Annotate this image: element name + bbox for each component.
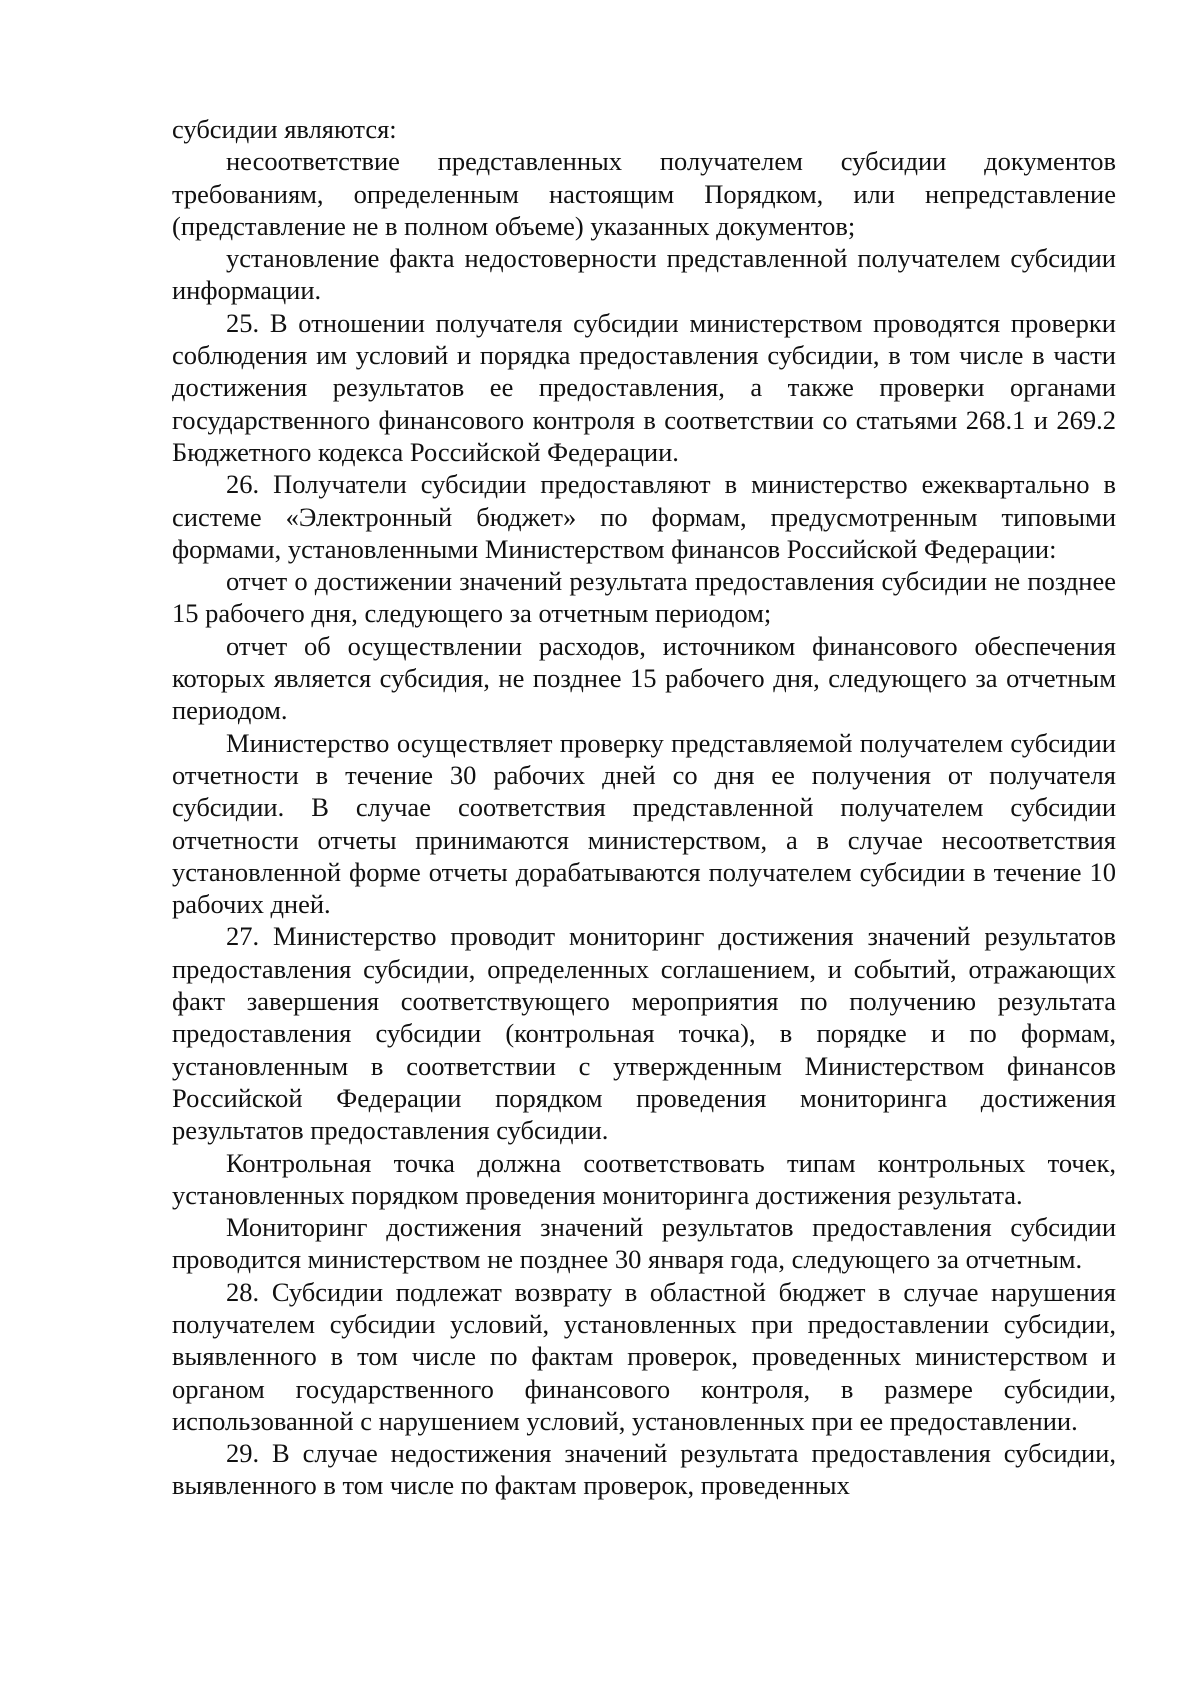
paragraph-monitoring: Мониторинг достижения значений результатов предоставления субсидии проводится министерством не позднее 30 января года, следующего за отчетным. — [172, 1212, 1116, 1275]
paragraph-continuation: субсидии являются: — [172, 114, 397, 144]
paragraph-ministry-check: Министерство осуществляет проверку представляемой получателем субсидии отчетности в течение 30 рабочих дней со дня ее получения от получателя субсидии. В случае соответствия представленной получателем субсидии отчетности отчеты принимаются министерством, а в случае несоответствия установленной форме отчеты дорабатываются получателем субсидии в течение 10 рабочих дней. — [172, 727, 1116, 920]
document-body — [172, 113, 1116, 1502]
paragraph-report-expenses: отчет об осуществлении расходов, источником финансового обеспечения которых является субсидия, не позднее 15 рабочего дня, следующего за отчетным периодом. — [172, 630, 1116, 726]
paragraph-nonconformity: несоответствие представленных получателем субсидии документов требованиям, определенным настоящим Порядком, или непредставление (представление не в полном объеме) указанных документов; — [172, 146, 1116, 241]
paragraph-report-results: отчет о достижении значений результата предоставления субсидии не позднее 15 рабочего дня, следующего за отчетным периодом; — [172, 566, 1116, 629]
paragraph-item-29: 29. В случае недостижения значений результата предоставления субсидии, выявленного в том числе по фактам проверок, проведенных — [172, 1438, 1116, 1501]
paragraph-item-26: 26. Получатели субсидии предоставляют в министерство ежеквартально в системе «Электронный бюджет» по формам, предусмотренным типовыми формами, установленными Министерством финансов Российской Федерации: — [172, 469, 1116, 564]
paragraph-unreliability: установление факта недостоверности представленной получателем субсидии информации. — [172, 243, 1116, 306]
paragraph-item-25: 25. В отношении получателя субсидии министерством проводятся проверки соблюдения им условий и порядка предоставления субсидии, в том числе в части достижения результатов ее предоставления, а также проверки органами государственного финансового контроля в соответствии со статьями 268.1 и 269.2 Бюджетного кодекса Российской Федерации. — [172, 307, 1116, 467]
paragraph-item-27: 27. Министерство проводит мониторинг достижения значений результатов предоставления субсидии, определенных соглашением, и событий, отражающих факт завершения соответствующего мероприятия по получению результата предоставления субсидии (контрольная точка), в порядке и по формам, установленным в соответствии с утвержденным Министерством финансов Российской Федерации порядком проведения мониторинга достижения результатов предоставления субсидии. — [172, 921, 1116, 1146]
paragraph-control-point: Контрольная точка должна соответствовать типам контрольных точек, установленных порядком проведения мониторинга достижения результата. — [172, 1147, 1116, 1210]
paragraph-item-28: 28. Субсидии подлежат возврату в областной бюджет в случае нарушения получателем субсидии условий, установленных при предоставлении субсидии, выявленного в том числе по фактам проверок, проведенных министерством и органом государственного финансового контроля, в размере субсидии, использованной с нарушением условий, установленных при ее предоставлении. — [172, 1276, 1116, 1436]
